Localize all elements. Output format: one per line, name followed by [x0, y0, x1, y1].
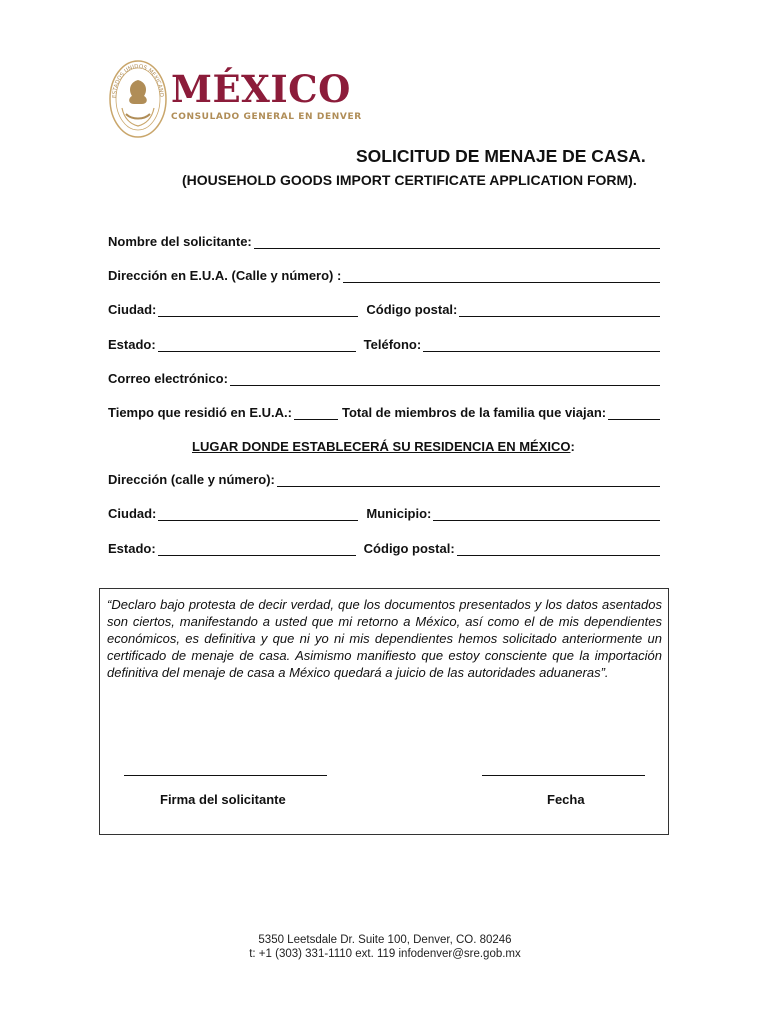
seal-text: ESTADOS UNIDOS MEXICANO — [111, 63, 165, 99]
declaration-text: “Declaro bajo protesta de decir verdad, que los documentos presentados y los datos asentados son ciertos, manifestando a usted que mi retorno a México, así como el de mis dependientes económicos, es definitiva y que ni yo ni mis dependientes hemos solicitado anteriormente un certificado de menaje de casa. Asimismo manifiesto que estoy consciente que la importación definitiva del menaje de casa a México quedará a juicio de las autoridades aduaneras”. — [107, 597, 662, 680]
form-title: SOLICITUD DE MENAJE DE CASA. — [356, 146, 646, 166]
country-name: MÉXICO — [171, 67, 351, 111]
telefono-field[interactable] — [423, 339, 660, 352]
fecha-signature-line[interactable] — [482, 774, 645, 776]
row-ciudad-cp — [108, 301, 662, 317]
declaration-box — [99, 588, 669, 835]
section-heading-text: LUGAR DONDE ESTABLECERÁ SU RESIDENCIA EN MÉXICO — [192, 439, 571, 454]
firma-label: Firma del solicitante — [160, 792, 286, 807]
row-tiempo-miembros — [108, 404, 662, 420]
firma-signature-line[interactable] — [124, 774, 327, 776]
section-heading-mexico — [192, 439, 575, 454]
footer — [0, 933, 770, 961]
footer-contact: t: +1 (303) 331-1110 ext. 119 infodenver@sre.gob.mx — [249, 948, 521, 960]
tiempo-label: Tiempo que residió en E.U.A.: — [108, 405, 292, 420]
fecha-label: Fecha — [547, 792, 585, 807]
mx-codigo-postal-label: Código postal: — [363, 541, 455, 556]
mx-municipio-field[interactable] — [433, 508, 660, 521]
mx-estado-field[interactable] — [158, 543, 356, 556]
footer-address: 5350 Leetsdale Dr. Suite 100, Denver, CO. 80246 — [258, 934, 512, 946]
mx-direccion-field[interactable] — [277, 474, 660, 487]
direccion-eua-label: Dirección en E.U.A. (Calle y número) : — [108, 268, 342, 283]
mx-ciudad-label: Ciudad: — [108, 506, 157, 521]
mx-municipio-label: Municipio: — [366, 506, 432, 521]
row-nombre — [108, 233, 662, 249]
row-estado-telefono — [108, 336, 662, 352]
form-subtitle: (HOUSEHOLD GOODS IMPORT CERTIFICATE APPLICATION FORM). — [182, 172, 637, 188]
codigo-postal-field[interactable] — [459, 304, 660, 317]
row-mx-direccion — [108, 471, 662, 487]
ciudad-field[interactable] — [158, 304, 358, 317]
nombre-label: Nombre del solicitante: — [108, 234, 252, 249]
tiempo-field[interactable] — [294, 407, 338, 420]
brand-block — [171, 68, 362, 122]
consulate-name: CONSULADO GENERAL EN DENVER — [171, 112, 362, 122]
correo-field[interactable] — [230, 373, 660, 386]
nombre-field[interactable] — [254, 236, 660, 249]
ciudad-label: Ciudad: — [108, 302, 157, 317]
consulate-seal-logo — [108, 58, 168, 140]
codigo-postal-label: Código postal: — [366, 302, 458, 317]
mx-direccion-label: Dirección (calle y número): — [108, 472, 275, 487]
estado-field[interactable] — [158, 339, 356, 352]
mx-codigo-postal-field[interactable] — [457, 543, 660, 556]
mx-estado-label: Estado: — [108, 541, 156, 556]
miembros-label: Total de miembros de la familia que viajan: — [341, 405, 607, 420]
section-heading-colon: : — [570, 439, 575, 454]
miembros-field[interactable] — [608, 407, 660, 420]
row-mx-estado-cp — [108, 540, 662, 556]
mx-ciudad-field[interactable] — [158, 508, 358, 521]
row-direccion-eua — [108, 267, 662, 283]
correo-label: Correo electrónico: — [108, 371, 228, 386]
telefono-label: Teléfono: — [363, 337, 422, 352]
row-mx-ciudad-municipio — [108, 505, 662, 521]
direccion-eua-field[interactable] — [343, 270, 660, 283]
estado-label: Estado: — [108, 337, 156, 352]
row-correo — [108, 370, 662, 386]
